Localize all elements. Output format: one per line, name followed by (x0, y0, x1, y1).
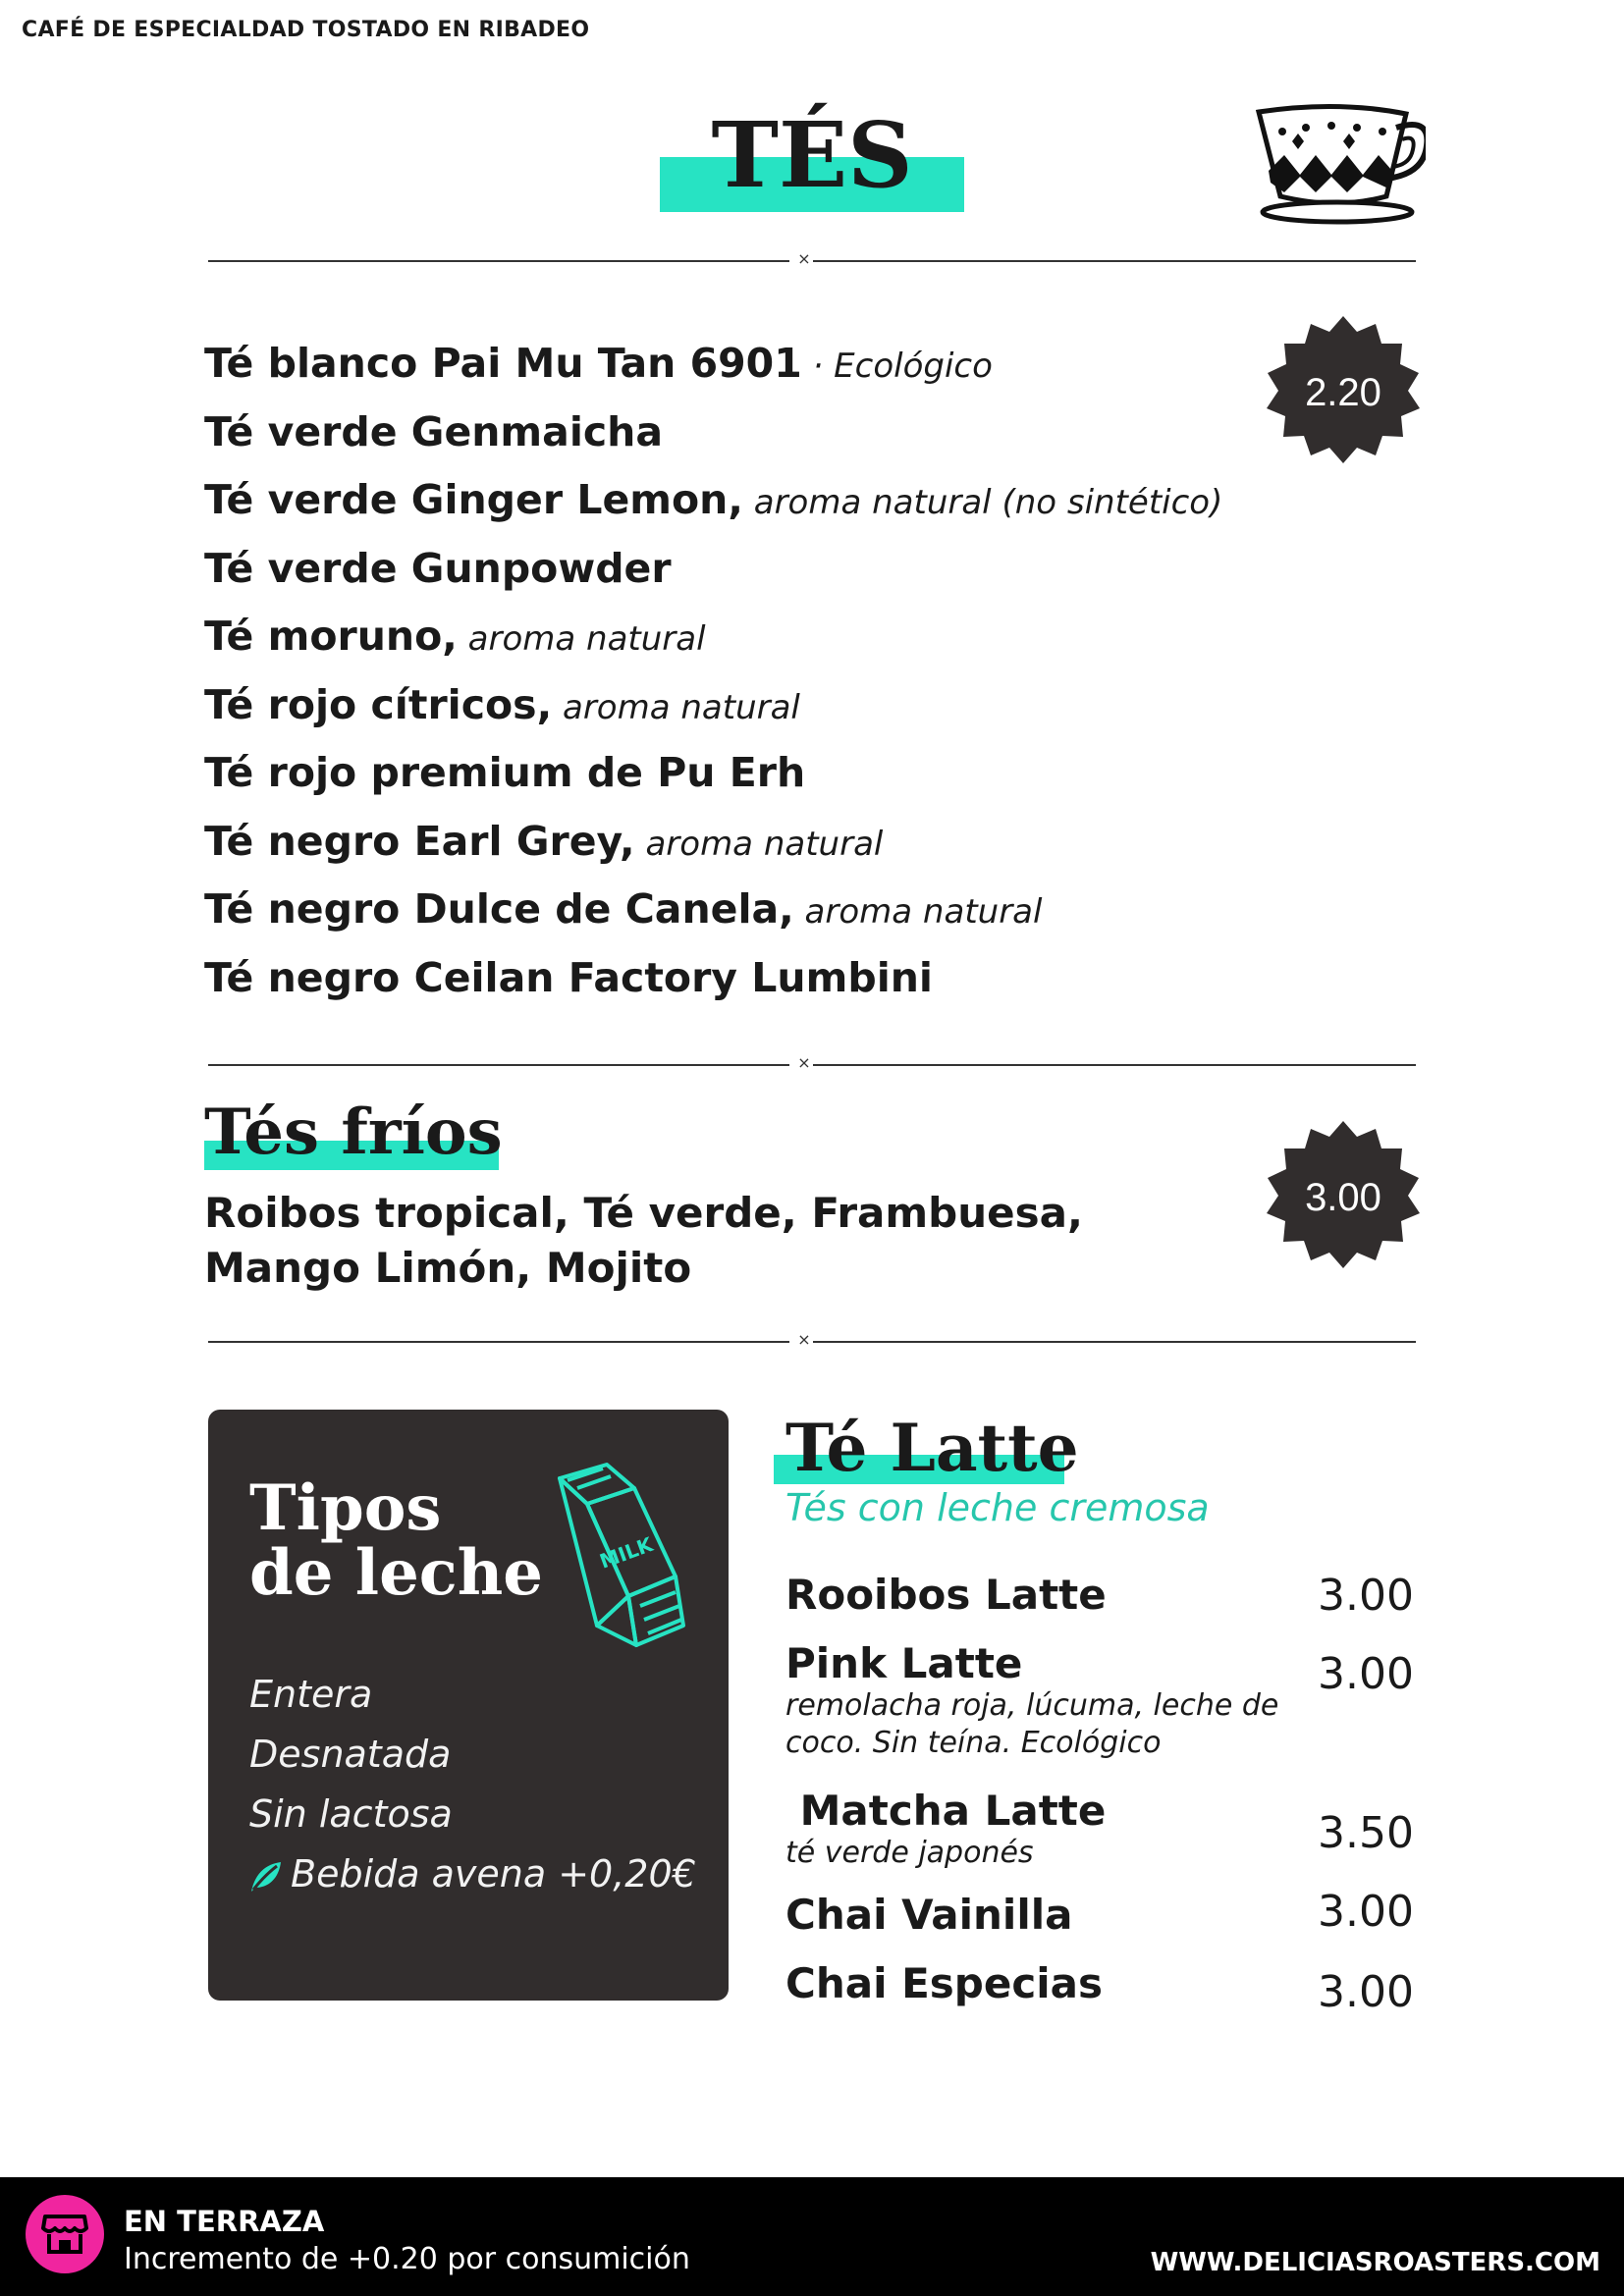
latte-price: 3.00 (1318, 1571, 1414, 1621)
list-item (785, 1887, 1414, 1939)
list-item (249, 1852, 696, 1912)
list-item: Té blanco Pai Mu Tan 6901 · Ecológico (204, 340, 993, 387)
list-item: Entera (249, 1673, 373, 1716)
cold-teas-line: Mango Limón, Mojito (204, 1244, 692, 1292)
list-item: Té negro Earl Grey, aroma natural (204, 817, 884, 865)
teas-price: 2.20 (1305, 371, 1381, 414)
footer-bar (0, 2177, 1624, 2296)
list-item (785, 1787, 1414, 1872)
list-item: Té moruno, aroma natural (204, 613, 706, 660)
latte-name: Matcha Latte (785, 1787, 1107, 1835)
price-badge (1265, 1119, 1422, 1276)
section-divider: × (208, 1332, 1416, 1352)
latte-desc: té verde japonés (785, 1836, 1034, 1870)
cold-teas-list (204, 1186, 1088, 1296)
latte-price: 3.00 (1318, 1887, 1414, 1937)
list-item: Té negro Ceilan Factory Lumbini (204, 953, 933, 1001)
svg-text:MILK: MILK (596, 1532, 656, 1574)
latte-price: 3.00 (1318, 1967, 1414, 2017)
latte-name: Pink Latte (785, 1639, 1023, 1687)
list-item (785, 1959, 1414, 2017)
list-item: Té verde Ginger Lemon, aroma natural (no sintético) (204, 476, 1223, 523)
list-item (785, 1639, 1414, 1762)
milk-options-list (249, 1673, 696, 1912)
list-item (785, 1571, 1414, 1619)
milk-types-title: Tipos de leche (249, 1471, 543, 1610)
latte-title: Té Latte (785, 1410, 1079, 1486)
latte-name: Chai Especias (785, 1959, 1103, 2007)
store-icon (26, 2195, 104, 2273)
milk-types-box (208, 1410, 729, 2001)
section-divider: × (208, 1055, 1416, 1075)
list-item: Té negro Dulce de Canela, aroma natural (204, 885, 1043, 933)
list-item: Desnatada (249, 1733, 452, 1776)
tea-list (204, 340, 1222, 1022)
latte-price: 3.00 (1318, 1649, 1414, 1699)
website-link[interactable]: WWW.DELICIASROASTERS.COM (1150, 2248, 1600, 2277)
list-item: Té verde Gunpowder (204, 544, 672, 592)
latte-desc: remolacha roja, lúcuma, leche de coco. Sin teína. Ecológico (785, 1688, 1279, 1760)
cold-teas-title: Tés fríos (204, 1095, 503, 1169)
latte-subtitle: Tés con leche cremosa (785, 1486, 1210, 1529)
latte-price: 3.50 (1318, 1808, 1414, 1858)
list-item: Té rojo cítricos, aroma natural (204, 680, 800, 728)
price-badge (1265, 314, 1422, 471)
footer-text: Incremento de +0.20 por consumición (124, 2242, 690, 2276)
leaf-icon (249, 1860, 283, 1894)
teas-title: TÉS (711, 102, 913, 208)
list-item: Té rojo premium de Pu Erh (204, 749, 806, 796)
milk-carton-icon (538, 1459, 695, 1655)
oat-option: Bebida avena +0,20€ (291, 1852, 696, 1896)
footer-title: EN TERRAZA (124, 2205, 325, 2238)
list-item: Sin lactosa (249, 1792, 453, 1836)
section-divider: × (208, 251, 1416, 271)
tagline: CAFÉ DE ESPECIALDAD TOSTADO EN RIBADEO (22, 18, 590, 42)
latte-name: Rooibos Latte (785, 1571, 1107, 1619)
list-item: Té verde Genmaicha (204, 407, 664, 455)
latte-name: Chai Vainilla (785, 1891, 1073, 1939)
cold-teas-line: Roibos tropical, Té verde, Frambuesa, (204, 1189, 1083, 1237)
cold-teas-price: 3.00 (1305, 1176, 1381, 1219)
